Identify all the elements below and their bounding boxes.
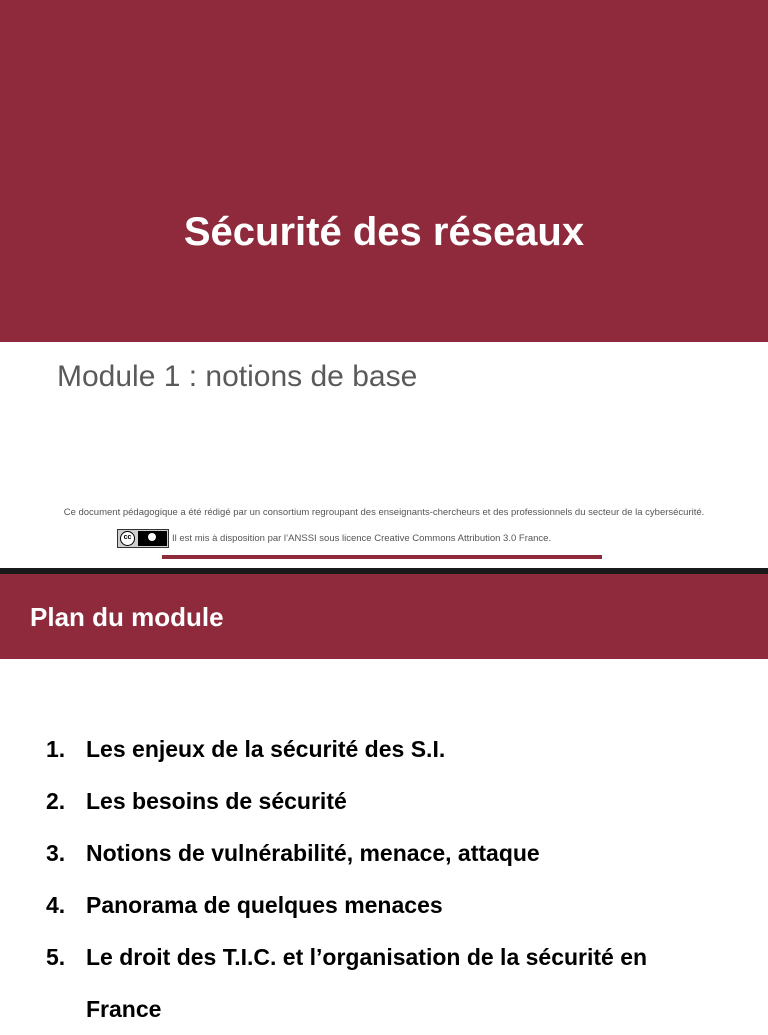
slide-subtitle: Module 1 : notions de base — [57, 360, 418, 393]
list-item-text: Les enjeux de la sécurité des S.I. — [86, 736, 446, 762]
list-item-number: 3. — [46, 840, 66, 866]
consortium-note: Ce document pédagogique a été rédigé par un consortium regroupant des enseignants-chercheurs et des professionnels du secteur de la cybersécurité. — [63, 507, 705, 518]
plan-slide — [0, 574, 768, 1024]
list-item-text: Notions de vulnérabilité, menace, attaque — [86, 840, 540, 866]
cc-by-icon — [138, 531, 167, 546]
list-item-number: 4. — [46, 892, 66, 918]
list-item-number: 2. — [46, 788, 66, 814]
slide-title: Sécurité des réseaux — [183, 210, 585, 254]
cc-logo-icon: cc — [120, 531, 135, 546]
list-item-number: 1. — [46, 736, 66, 762]
list-item-text: Les besoins de sécurité — [86, 788, 347, 814]
list-item-text: Le droit des T.I.C. et l’organisation de la sécurité en France — [86, 944, 648, 1022]
title-band — [0, 0, 768, 342]
plan-title: Plan du module — [30, 602, 224, 632]
creative-commons-icon — [117, 529, 169, 548]
list-item-number: 5. — [46, 944, 66, 970]
list-item-text: Panorama de quelques menaces — [86, 892, 443, 918]
plan-header-band — [0, 574, 768, 659]
attribution-person-icon — [147, 532, 157, 542]
footer-rule — [162, 555, 602, 559]
license-text: Il est mis à disposition par l’ANSSI sous licence Creative Commons Attribution 3.0 France. — [172, 533, 552, 544]
